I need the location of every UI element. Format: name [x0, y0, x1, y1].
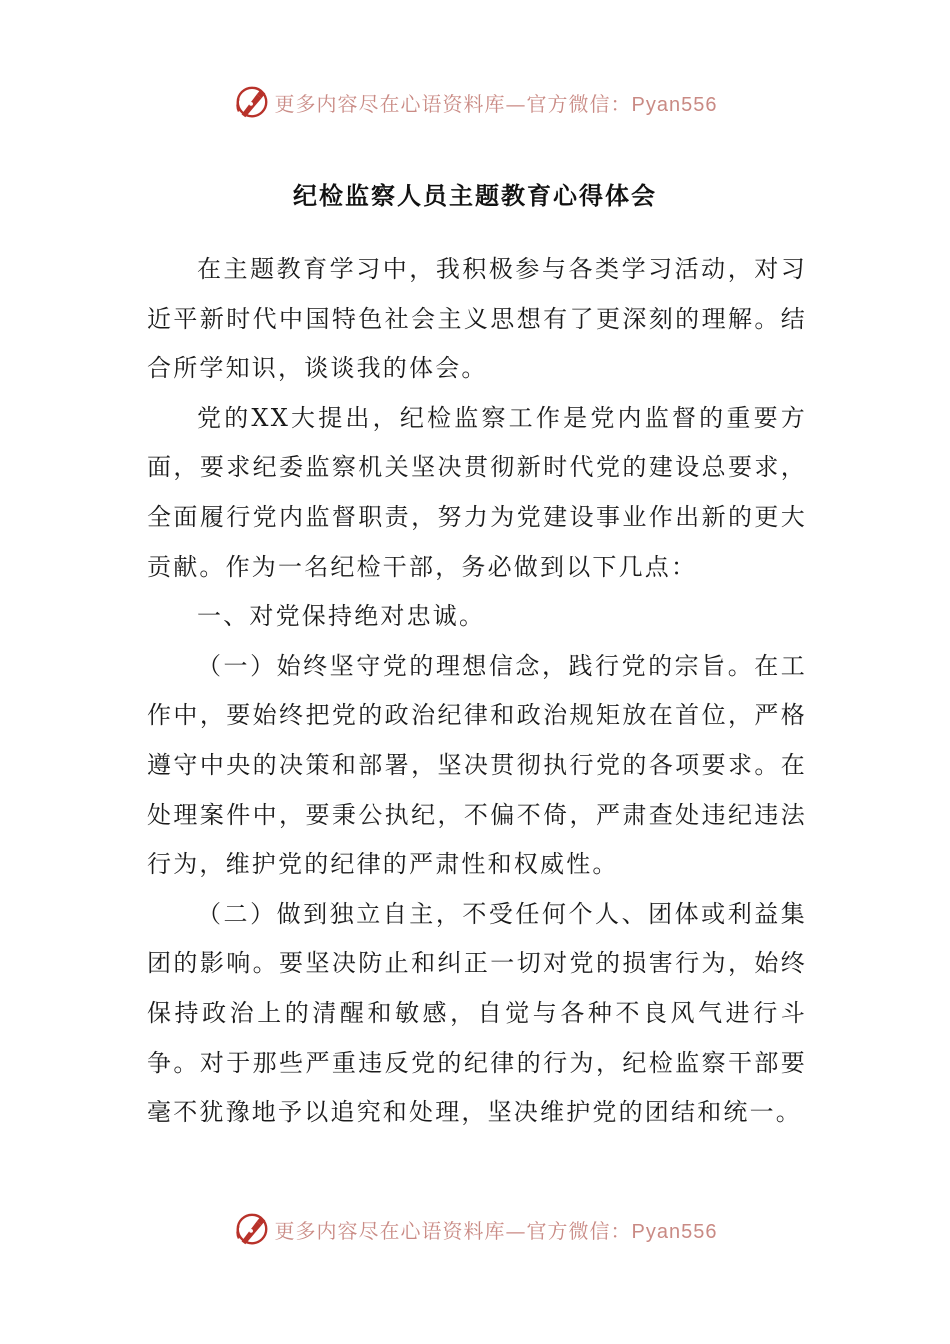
paragraph-point-1: （一）始终坚守党的理想信念，践行党的宗旨。在工作中，要始终把党的政治纪律和政治规矩放在首位，严格遵守中央的决策和部署，坚决贯彻执行党的各项要求。在处理案件中，要秉公执纪，不偏不倚，严肃查处违纪违法行为，维护党的纪律的严肃性和权威性。: [147, 651, 807, 879]
footer-banner-inner: [233, 1210, 718, 1248]
pen-nib-logo-icon: [233, 1210, 271, 1248]
header-banner: [0, 82, 950, 122]
footer-banner: [0, 1209, 950, 1249]
document-body: [147, 245, 807, 1138]
paragraph-context: 党的XX大提出，纪检监察工作是党内监督的重要方面，要求纪委监察机关坚决贯彻新时代党的建设总要求，全面履行党内监督职责，努力为党建设事业作出新的更大贡献。作为一名纪检干部，务必做到以下几点：: [147, 403, 807, 581]
header-banner-label: 更多内容尽在心语资料库—官方微信：: [274, 91, 632, 116]
footer-wechat-id: Pyan556: [631, 1220, 718, 1243]
pen-nib-logo-icon: [233, 83, 271, 121]
footer-banner-text: [275, 1215, 718, 1244]
section-heading-1: 一、对党保持绝对忠诚。: [197, 602, 486, 631]
header-banner-inner: [233, 83, 718, 121]
paragraph-point-2: （二）做到独立自主，不受任何个人、团体或利益集团的影响。要坚决防止和纠正一切对党的损害行为，始终保持政治上的清醒和敏感，自觉与各种不良风气进行斗争。对于那些严重违反党的纪律的行为，纪检监察干部要毫不犹豫地予以追究和处理，坚决维护党的团结和统一。: [147, 899, 807, 1127]
header-banner-text: [275, 88, 718, 117]
header-wechat-id: Pyan556: [631, 93, 718, 116]
paragraph-intro: 在主题教育学习中，我积极参与各类学习活动，对习近平新时代中国特色社会主义思想有了更深刻的理解。结合所学知识，谈谈我的体会。: [147, 255, 807, 383]
footer-banner-label: 更多内容尽在心语资料库—官方微信：: [274, 1218, 632, 1243]
document-title: 纪检监察人员主题教育心得体会: [293, 181, 657, 210]
